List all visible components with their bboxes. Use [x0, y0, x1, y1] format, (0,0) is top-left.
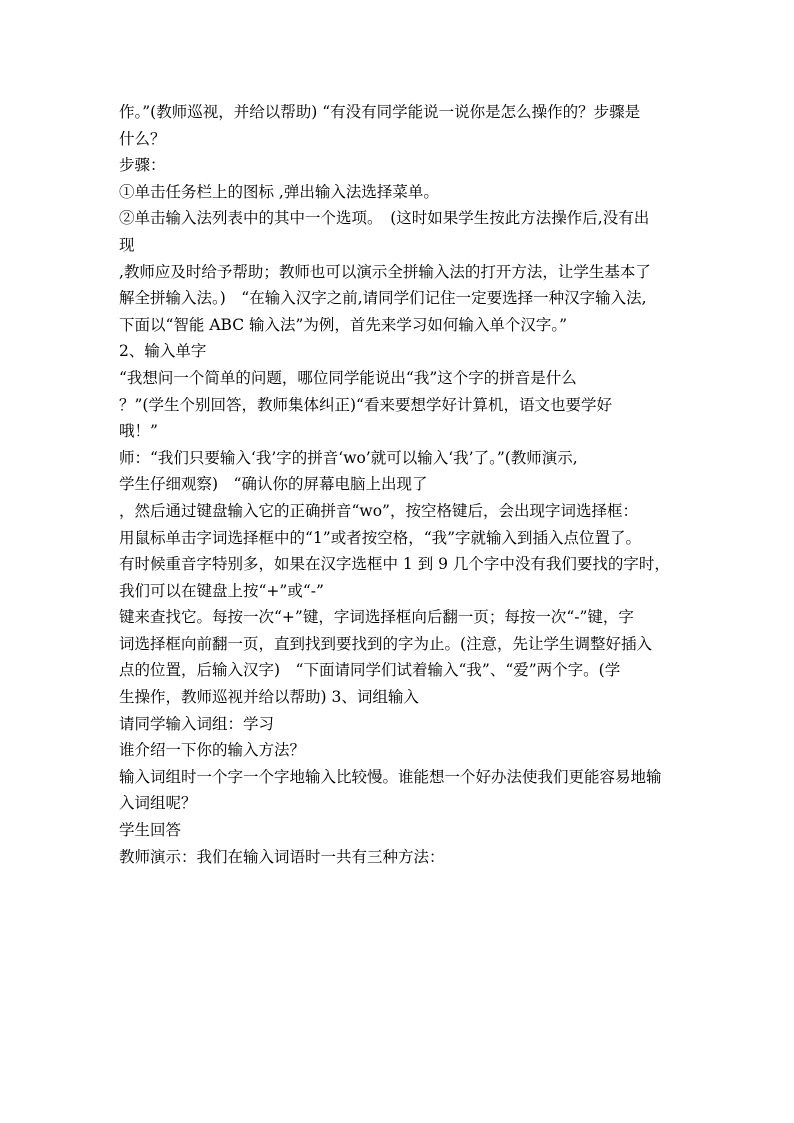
- text-line: ？”(学生个别回答，教师集体纠正)“看来要想学好计算机，语文也要学好: [119, 395, 612, 414]
- text-line: ②单击输入法列表中的其中一个选项。 (这时如果学生按此方法操作后,没有出: [119, 209, 650, 228]
- text-line: 请同学输入词组：学习: [119, 714, 275, 733]
- text-line: ①单击任务栏上的图标 ,弹出输入法选择菜单。: [119, 182, 439, 201]
- text-line: 词选择框向前翻一页，直到找到要找到的字为止。(注意，先让学生调整好插入: [119, 634, 653, 653]
- text-line: 有时候重音字特别多，如果在汉字选框中 1 到 9 几个字中没有我们要找的字时，: [119, 555, 670, 574]
- text-line: 输入词组时一个字一个字地输入比较慢。谁能想一个好办法使我们更能容易地输: [119, 767, 662, 786]
- text-line: 点的位置，后输入汉字) “下面请同学们试着输入“我”、“爱”两个字。(学: [119, 661, 621, 680]
- text-line: ,教师应及时给予帮助；教师也可以演示全拼输入法的打开方法，让学生基本了: [119, 262, 651, 281]
- text-line: 入词组呢？: [119, 794, 197, 813]
- text-line: 下面以“智能 ABC 输入法”为例，首先来学习如何输入单个汉字。”: [119, 315, 568, 334]
- text-line: 解全拼输入法。) “在输入汉字之前,请同学们记住一定要选择一种汉字输入法,: [119, 289, 647, 308]
- text-line: 用鼠标单击字词选择框中的“1”或者按空格，“我”字就输入到插入点位置了。: [119, 528, 642, 547]
- text-line: 师：“我们只要输入‘我’字的拼音‘wo’就可以输入‘我’了。”(教师演示,: [119, 448, 578, 467]
- text-line: 谁介绍一下你的输入方法？: [119, 741, 306, 760]
- text-line: 哦！”: [119, 422, 158, 441]
- text-line: 键来查找它。每按一次“+”键，字词选择框向后翻一页；每按一次“-”键，字: [119, 608, 634, 627]
- text-line: 我们可以在键盘上按“+”或“-”: [119, 581, 324, 600]
- text-line: 步骤：: [119, 156, 166, 175]
- text-line: 现: [119, 235, 135, 254]
- text-line: 生操作，教师巡视并给以帮助) 3、词组输入: [119, 688, 419, 707]
- text-line: ，然后通过键盘输入它的正确拼音“wo”，按空格键后，会出现字词选择框：: [119, 501, 638, 520]
- document-body: [119, 99, 679, 870]
- text-line: 作。”(教师巡视，并给以帮助) “有没有同学能说一说你是怎么操作的？步骤是: [119, 103, 641, 121]
- text-line: “我想问一个简单的问题，哪位同学能说出“我”这个字的拼音是什么: [119, 368, 577, 387]
- text-line: 学生仔细观察) “确认你的屏幕电脑上出现了: [119, 475, 428, 494]
- text-line: 学生回答: [119, 821, 182, 840]
- text-line: 什么？: [119, 129, 166, 148]
- text-line: 教师演示：我们在输入词语时一共有三种方法：: [119, 847, 445, 866]
- section-heading: 2、输入单字: [119, 342, 207, 361]
